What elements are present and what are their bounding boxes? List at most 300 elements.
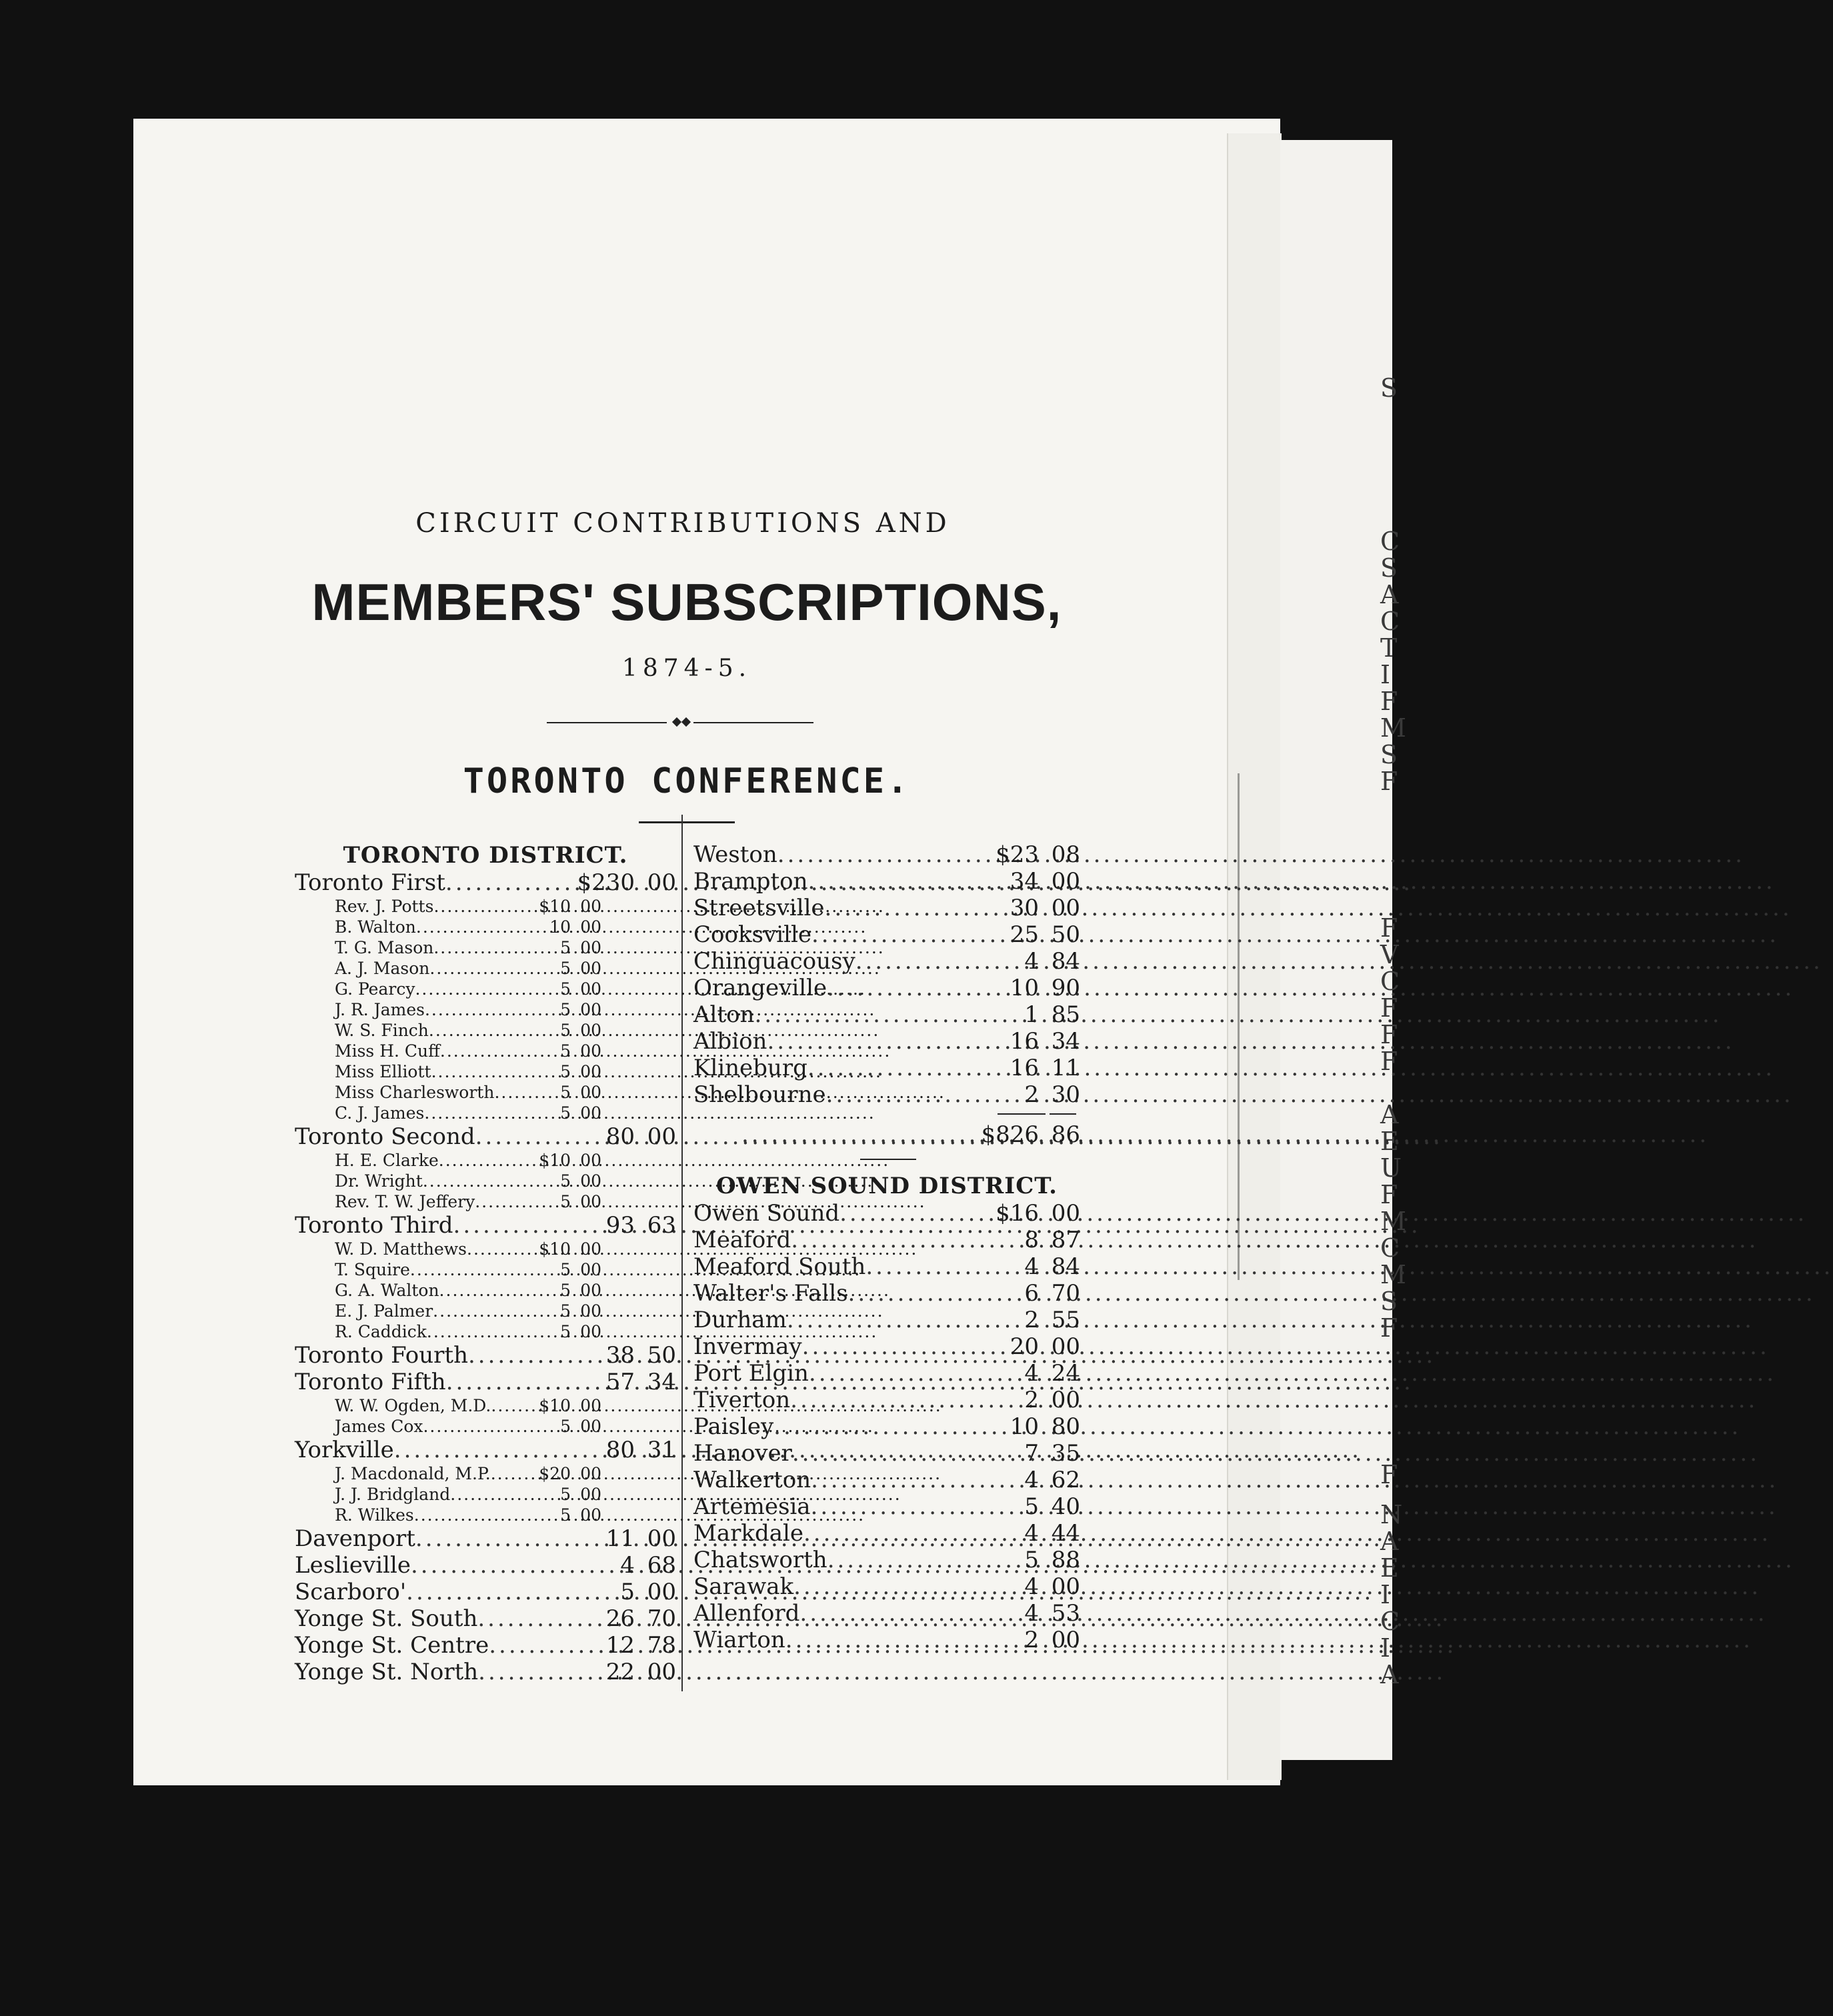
subscriber-row <box>295 937 601 958</box>
circuit-row-name: Davenport <box>295 1525 415 1552</box>
leader-dots <box>494 1082 539 1103</box>
leader-dots <box>811 1493 992 1520</box>
subscriber-row-cents: 00 <box>580 1281 601 1300</box>
circuit-row-name: Toronto Fifth <box>295 1369 446 1395</box>
subscriber-row-cents: 00 <box>580 959 601 978</box>
edge-letter: F <box>1380 767 1398 796</box>
circuit-row <box>693 1307 1080 1333</box>
circuit-row-dollars: 2 <box>1024 1387 1039 1413</box>
edge-letter: F <box>1380 913 1398 943</box>
circuit-row-dollars: 5 <box>1024 1493 1039 1520</box>
circuit-row-cents: 35 <box>1051 1440 1080 1467</box>
circuit-row-cents: 30 <box>1051 1081 1080 1108</box>
circuit-row-cents: 00 <box>647 869 676 896</box>
edge-letter: C <box>1380 607 1400 636</box>
circuit-row <box>693 1600 1080 1627</box>
right-column <box>693 841 1080 1653</box>
subscriber-row-name: T. G. Mason <box>335 938 434 957</box>
edge-letter: S <box>1380 1287 1398 1316</box>
circuit-row-dollars: 4 <box>1024 948 1039 975</box>
leader-dots <box>433 1301 539 1321</box>
circuit-row <box>693 975 1080 1001</box>
subscriber-row-dollars: $10 <box>539 1151 571 1170</box>
edge-letter: T <box>1380 633 1398 663</box>
circuit-row-name: Toronto First <box>295 869 445 896</box>
circuit-row-name: Port Elgin <box>693 1360 809 1387</box>
circuit-row-cents: 00 <box>647 1579 676 1605</box>
leader-dots <box>415 979 539 999</box>
circuit-row-name: Markdale <box>693 1520 803 1547</box>
subscriber-row <box>295 1301 601 1321</box>
leader-dots <box>406 1579 588 1605</box>
edge-letter: F <box>1380 1460 1398 1489</box>
circuit-row-name: Toronto Second <box>295 1123 475 1150</box>
subscriber-row-cents: 00 <box>580 1062 601 1081</box>
subscriber-row-dollars: 5 <box>560 1000 571 1019</box>
circuit-row <box>693 1001 1080 1028</box>
edge-letter: S <box>1380 553 1398 583</box>
circuit-row-dollars: 2 <box>1024 1081 1039 1108</box>
edge-letter: C <box>1380 1233 1400 1263</box>
circuit-row-dollars: 4 <box>1024 1467 1039 1493</box>
circuit-row-name: Yonge St. North <box>295 1659 479 1685</box>
subscriber-row-cents: 00 <box>580 1171 601 1191</box>
circuit-row-dollars: 22 <box>605 1659 635 1685</box>
circuit-row-dollars: 34 <box>1010 868 1039 895</box>
circuit-row-cents: 08 <box>1051 841 1080 868</box>
subscriber-row-cents: 00 <box>580 1021 601 1040</box>
circuit-row-dollars: $23 <box>996 841 1039 868</box>
subscriber-row <box>295 999 601 1020</box>
circuit-row-cents: 90 <box>1051 975 1080 1001</box>
circuit-row-dollars: 30 <box>1010 895 1039 921</box>
circuit-row-cents: 31 <box>647 1437 676 1463</box>
edge-letter: I <box>1380 1580 1391 1609</box>
circuit-row-dollars: 16 <box>1010 1028 1039 1055</box>
circuit-row-dollars: 80 <box>605 1437 635 1463</box>
circuit-row <box>693 921 1080 948</box>
edge-letter: E <box>1380 1127 1399 1156</box>
circuit-row-dollars: 2 <box>1024 1307 1039 1333</box>
circuit-row-cents: 50 <box>647 1342 676 1369</box>
subscriber-row-cents: 00 <box>580 1417 601 1436</box>
title-line: CIRCUIT CONTRIBUTIONS AND <box>415 508 950 539</box>
left-column <box>295 841 676 1685</box>
subscriber-row <box>295 1103 601 1123</box>
circuit-row-dollars: 26 <box>605 1605 635 1632</box>
leader-dots <box>416 917 539 937</box>
circuit-row-dollars: 8 <box>1024 1227 1039 1253</box>
subscriber-row-name: Rev. J. Potts <box>335 897 434 916</box>
leader-dots <box>423 1416 539 1437</box>
circuit-row-name: Orangeville <box>693 975 827 1001</box>
subscriber-row-name: James Cox <box>335 1417 423 1436</box>
circuit-row-dollars: 80 <box>605 1123 635 1150</box>
circuit-row <box>295 869 676 896</box>
leader-dots <box>855 948 992 975</box>
subscriber-row <box>295 1395 601 1416</box>
circuit-row-cents: 84 <box>1051 948 1080 975</box>
circuit-row-cents: 00 <box>647 1123 676 1150</box>
circuit-row-cents: 00 <box>1051 1573 1080 1600</box>
owen-sound-district-heading: OWEN SOUND DISTRICT. <box>715 1173 1058 1199</box>
leader-dots <box>489 1632 588 1659</box>
circuit-row-cents: 78 <box>647 1632 676 1659</box>
circuit-row-name: Chatsworth <box>693 1547 827 1573</box>
conference-heading: TORONTO CONFERENCE. <box>463 761 911 801</box>
leader-dots <box>429 958 539 979</box>
subscriber-row-cents: 00 <box>580 917 601 937</box>
leader-dots <box>825 895 992 921</box>
subscriber-row-dollars: 10 <box>549 917 571 937</box>
subscriber-row-name: W. D. Matthews <box>335 1239 467 1259</box>
circuit-row-dollars: 1 <box>1024 1001 1039 1028</box>
subscriber-row-dollars: 5 <box>560 1041 571 1061</box>
circuit-row-name: Walter's Falls <box>693 1280 848 1307</box>
circuit-row-dollars: 4 <box>1024 1600 1039 1627</box>
leader-dots <box>468 1342 588 1369</box>
circuit-row <box>693 1547 1080 1573</box>
circuit-row <box>693 895 1080 921</box>
subscriber-row-dollars: 5 <box>560 1301 571 1321</box>
leader-dots <box>423 1171 539 1191</box>
subscriber-row-name: G. A. Walton <box>335 1281 439 1300</box>
circuit-row-cents: 24 <box>1051 1360 1080 1387</box>
edge-letter: S <box>1380 373 1398 403</box>
subscriber-row-name: Miss Elliott <box>335 1062 431 1081</box>
circuit-row-dollars: 5 <box>1024 1547 1039 1573</box>
circuit-row-cents: 44 <box>1051 1520 1080 1547</box>
circuit-row-dollars: 10 <box>1010 975 1039 1001</box>
circuit-row-dollars: 4 <box>1024 1360 1039 1387</box>
subscriber-row-name: J. J. Bridgland <box>335 1485 451 1504</box>
leader-dots <box>848 1280 992 1307</box>
circuit-row-cents: 70 <box>647 1605 676 1632</box>
edge-letter: A <box>1380 1100 1399 1129</box>
ornamental-divider <box>547 719 813 727</box>
circuit-row-dollars: 57 <box>605 1369 635 1395</box>
edge-letter: F <box>1380 1180 1398 1209</box>
circuit-row-cents: 80 <box>1051 1413 1080 1440</box>
circuit-row-dollars: 2 <box>1024 1627 1039 1653</box>
circuit-row-name: Streetsville <box>693 895 825 921</box>
circuit-row-name: Tiverton <box>693 1387 791 1413</box>
edge-letter: I <box>1380 660 1391 689</box>
subscriber-row-cents: 00 <box>580 1192 601 1211</box>
circuit-row-dollars: 93 <box>605 1212 635 1239</box>
subscriber-row <box>295 1191 601 1212</box>
circuit-row-dollars: $16 <box>996 1200 1039 1227</box>
circuit-row-cents: 50 <box>1051 921 1080 948</box>
leader-dots <box>827 975 992 1001</box>
circuit-row-cents: 00 <box>1051 868 1080 895</box>
edge-letter: F <box>1380 1313 1398 1343</box>
edge-letter: F <box>1380 687 1398 716</box>
circuit-row-name: Chinguacousy <box>693 948 855 975</box>
circuit-row-name: Klineburg <box>693 1055 807 1081</box>
edge-letter: F <box>1380 993 1398 1023</box>
circuit-row-cents: 84 <box>1051 1253 1080 1280</box>
subscriber-row-dollars: 5 <box>560 1083 571 1102</box>
edge-letter: S <box>1380 740 1398 769</box>
circuit-row <box>693 1333 1080 1360</box>
subscriber-row-cents: 00 <box>580 1103 601 1123</box>
circuit-row <box>693 1413 1080 1440</box>
subscriber-row <box>295 1505 601 1525</box>
edge-letter: E <box>1380 1553 1399 1583</box>
subscriber-row-dollars: 5 <box>560 959 571 978</box>
circuit-row <box>693 1520 1080 1547</box>
subscriber-row-dollars: 5 <box>560 1281 571 1300</box>
circuit-row <box>693 1028 1080 1055</box>
circuit-row-dollars: 25 <box>1010 921 1039 948</box>
circuit-row-name: Sarawak <box>693 1573 794 1600</box>
total-rule <box>693 1108 1080 1121</box>
leader-dots <box>415 1525 588 1552</box>
circuit-row <box>295 1659 676 1685</box>
circuit-row-name: Meaford South <box>693 1253 866 1280</box>
subscriber-row <box>295 958 601 979</box>
edge-letter: A <box>1380 1660 1399 1689</box>
circuit-row <box>295 1437 676 1463</box>
subscriber-row-cents: 00 <box>580 1083 601 1102</box>
circuit-row <box>295 1632 676 1659</box>
circuit-row-name: Meaford <box>693 1227 791 1253</box>
circuit-row-name: Owen Sound <box>693 1200 840 1227</box>
circuit-row-dollars: 5 <box>620 1579 635 1605</box>
subscriber-row <box>295 1321 601 1342</box>
subscriber-row-cents: 00 <box>580 1485 601 1504</box>
subscriber-row-dollars: 5 <box>560 1322 571 1341</box>
subscriber-row <box>295 896 601 917</box>
district-total-cents: 86 <box>1051 1121 1080 1148</box>
leader-dots <box>491 1463 539 1484</box>
circuit-row-cents: 87 <box>1051 1227 1080 1253</box>
subscriber-row-cents: 00 <box>580 1000 601 1019</box>
circuit-row-dollars: 16 <box>1010 1055 1039 1081</box>
leader-dots <box>450 1484 539 1505</box>
edge-letter: C <box>1380 1607 1400 1636</box>
circuit-row-name: Brampton <box>693 868 808 895</box>
circuit-row-name: Durham <box>693 1307 787 1333</box>
leader-dots <box>809 1360 992 1387</box>
subscriber-row-dollars: 5 <box>560 979 571 999</box>
leader-dots <box>803 1520 992 1547</box>
leader-dots <box>475 1123 588 1150</box>
leader-dots <box>799 1600 992 1627</box>
leader-dots <box>839 1200 992 1227</box>
leader-dots <box>446 1369 588 1395</box>
circuit-row-dollars: 38 <box>605 1342 635 1369</box>
subscriber-row-dollars: $10 <box>539 1239 571 1259</box>
subscriber-row-name: H. E. Clarke <box>335 1151 439 1170</box>
leader-dots <box>791 1227 992 1253</box>
circuit-row <box>295 1525 676 1552</box>
leader-dots <box>411 1552 588 1579</box>
circuit-row-name: Wiarton <box>693 1627 785 1653</box>
circuit-row <box>693 1280 1080 1307</box>
subscriber-row-name: J. Macdonald, M.P. <box>335 1464 491 1483</box>
subscriber-row-name: G. Pearcy <box>335 979 415 999</box>
circuit-row <box>693 948 1080 975</box>
edge-letter: C <box>1380 967 1400 996</box>
leader-dots <box>773 1413 992 1440</box>
subscriber-row-dollars: $10 <box>539 1396 571 1415</box>
circuit-row-dollars: 10 <box>1010 1413 1039 1440</box>
toronto-district-heading: TORONTO DISTRICT. <box>343 842 628 869</box>
circuit-row-cents: 88 <box>1051 1547 1080 1573</box>
subscriber-row <box>295 1150 601 1171</box>
subscriber-row-name: A. J. Mason <box>335 959 430 978</box>
edge-letter: M <box>1380 713 1406 743</box>
subscriber-row-cents: 00 <box>580 1151 601 1170</box>
circuit-row-cents: 85 <box>1051 1001 1080 1028</box>
leader-dots <box>787 1307 992 1333</box>
district-total <box>693 1121 1080 1148</box>
subscriber-row-cents: 00 <box>580 1041 601 1061</box>
edge-letter: N <box>1380 1500 1403 1529</box>
circuit-row-name: Toronto Third <box>295 1212 453 1239</box>
edge-letter: U <box>1380 1153 1402 1183</box>
circuit-row-cents: 40 <box>1051 1493 1080 1520</box>
subscriber-row-dollars: $20 <box>539 1464 571 1483</box>
circuit-row <box>693 841 1080 868</box>
circuit-row <box>295 1123 676 1150</box>
circuit-row-cents: 00 <box>1051 895 1080 921</box>
subscriber-row-cents: 00 <box>580 979 601 999</box>
circuit-row-dollars: $230 <box>577 869 635 896</box>
subscriber-row-cents: 00 <box>580 1239 601 1259</box>
leader-dots <box>865 1253 992 1280</box>
leader-dots <box>792 1440 992 1467</box>
subscriber-row-cents: 00 <box>580 1322 601 1341</box>
leader-dots <box>414 1505 539 1525</box>
circuit-row-name: Walkerton <box>693 1467 811 1493</box>
subscriber-row-cents: 00 <box>580 1301 601 1321</box>
leader-dots <box>427 1321 539 1342</box>
circuit-row-name: Shelbourne <box>693 1081 826 1108</box>
leader-dots <box>433 896 539 917</box>
leader-dots <box>433 937 539 958</box>
subscriber-row-name: E. J. Palmer <box>335 1301 433 1321</box>
leader-dots <box>826 1081 992 1108</box>
edge-letter: M <box>1380 1207 1406 1236</box>
circuit-row <box>295 1552 676 1579</box>
subscriber-row-cents: 00 <box>580 938 601 957</box>
leader-dots <box>477 1605 588 1632</box>
circuit-row-dollars: 4 <box>1024 1253 1039 1280</box>
subscriber-row <box>295 979 601 999</box>
circuit-row-name: Alton <box>693 1001 755 1028</box>
leader-dots <box>811 921 992 948</box>
edge-letter: I <box>1380 1633 1391 1663</box>
subscriber-row <box>295 1280 601 1301</box>
circuit-row <box>693 868 1080 895</box>
subscriber-row-dollars: 5 <box>560 1062 571 1081</box>
circuit-row <box>693 1055 1080 1081</box>
leader-dots <box>424 1103 539 1123</box>
subscriber-row-name: W. W. Ogden, M.D. <box>335 1396 491 1415</box>
circuit-row <box>693 1493 1080 1520</box>
circuit-row <box>693 1573 1080 1600</box>
circuit-row <box>693 1467 1080 1493</box>
circuit-row-name: Yonge St. Centre <box>295 1632 489 1659</box>
circuit-row-name: Allenford <box>693 1600 800 1627</box>
circuit-row-name: Invermay <box>693 1333 802 1360</box>
circuit-row <box>693 1253 1080 1280</box>
circuit-row-dollars: 20 <box>1010 1333 1039 1360</box>
leader-dots <box>491 1395 539 1416</box>
circuit-row-cents: 34 <box>647 1369 676 1395</box>
circuit-row-dollars: 6 <box>1024 1280 1039 1307</box>
subscriber-row-name: J. R. James <box>335 1000 425 1019</box>
leader-dots <box>431 1061 539 1082</box>
subscriber-row-dollars: 5 <box>560 1192 571 1211</box>
circuit-row <box>693 1227 1080 1253</box>
edge-letter: V <box>1380 940 1399 969</box>
subscriber-row <box>295 1416 601 1437</box>
conference-rule <box>639 821 735 823</box>
edge-letter: A <box>1380 580 1399 609</box>
subscriber-row-name: R. Wilkes <box>335 1505 414 1525</box>
leader-dots <box>445 869 577 896</box>
circuit-row-cents: 62 <box>1051 1467 1080 1493</box>
circuit-row-dollars: 11 <box>605 1525 635 1552</box>
circuit-row-cents: 00 <box>1051 1200 1080 1227</box>
edge-letter: M <box>1380 1260 1406 1289</box>
circuit-row-cents: 11 <box>1051 1055 1080 1081</box>
circuit-row-name: Hanover <box>693 1440 792 1467</box>
leader-dots <box>440 1041 539 1061</box>
subscriber-row-cents: 00 <box>580 1505 601 1525</box>
circuit-row <box>295 1579 676 1605</box>
subscriber-row <box>295 1259 601 1280</box>
section-rule <box>693 1148 1080 1172</box>
circuit-row-name: Weston <box>693 841 777 868</box>
circuit-row-cents: 63 <box>647 1212 676 1239</box>
circuit-row-cents: 00 <box>647 1525 676 1552</box>
subscriber-row <box>295 1020 601 1041</box>
circuit-row <box>295 1212 676 1239</box>
subscriber-row-cents: 00 <box>580 1260 601 1279</box>
subscriber-row-name: W. S. Finch <box>335 1021 429 1040</box>
leader-dots <box>767 1028 992 1055</box>
circuit-row-name: Albion <box>693 1028 767 1055</box>
subscriber-row-name: Miss Charlesworth <box>335 1083 495 1102</box>
edge-letter: F <box>1380 1020 1398 1049</box>
leader-dots <box>790 1387 992 1413</box>
leader-dots <box>425 999 539 1020</box>
subscriber-row-dollars: 5 <box>560 938 571 957</box>
leader-dots <box>453 1212 588 1239</box>
circuit-row-cents: 68 <box>647 1552 676 1579</box>
circuit-row-dollars: 12 <box>605 1632 635 1659</box>
leader-dots <box>394 1437 588 1463</box>
circuit-row <box>693 1440 1080 1467</box>
subscriber-row <box>295 1484 601 1505</box>
subscriber-row-name: T. Squire <box>335 1260 410 1279</box>
circuit-row-cents: 00 <box>1051 1333 1080 1360</box>
subscriber-row <box>295 1061 601 1082</box>
leader-dots <box>475 1191 539 1212</box>
subscriber-row-name: R. Caddick <box>335 1322 427 1341</box>
subscriber-row-dollars: 5 <box>560 1103 571 1123</box>
main-title: MEMBERS' SUBSCRIPTIONS, <box>311 573 1062 631</box>
leader-dots <box>467 1239 539 1259</box>
leader-dots <box>439 1280 539 1301</box>
leader-dots <box>439 1150 539 1171</box>
circuit-row <box>693 1081 1080 1108</box>
